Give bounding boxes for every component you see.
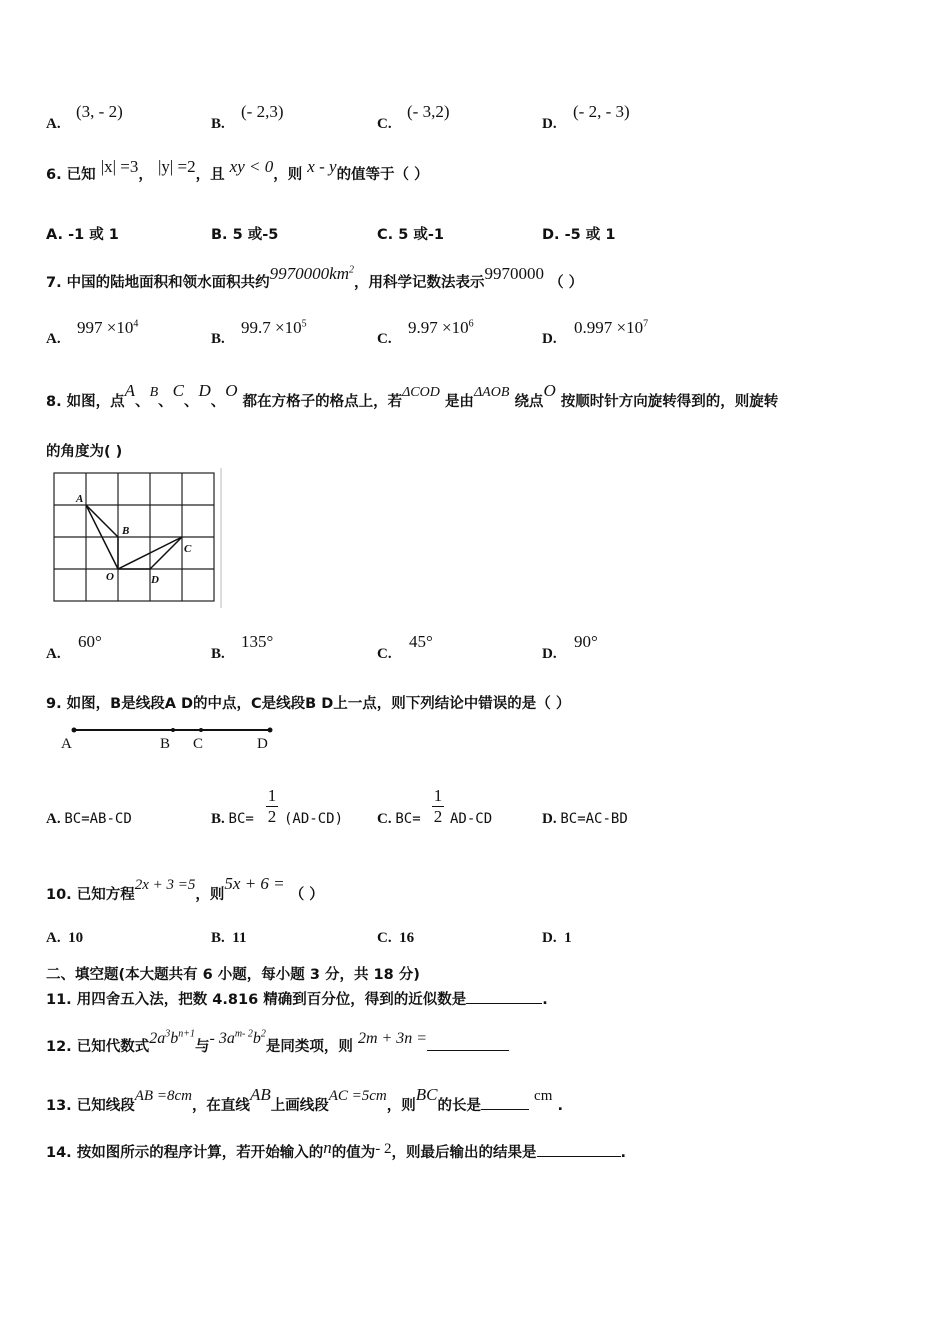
q13-answer-blank[interactable] xyxy=(481,1095,529,1110)
q6-option-c: C. 5 或-1 xyxy=(377,227,444,243)
q5-option-a-label: A. xyxy=(46,116,61,132)
q5-option-d-value: (- 2, - 3) xyxy=(573,102,630,121)
q8-fig-label-b: B xyxy=(122,525,130,537)
q7-prefix: 中国的陆地面积和领水面积共约 xyxy=(66,275,270,291)
q6-option-d: D. -5 或 1 xyxy=(542,227,616,243)
q7-suffix: （ ） xyxy=(549,275,584,291)
q14-answer-blank[interactable] xyxy=(537,1142,621,1157)
q9-option-c-fraction: 1 2 xyxy=(433,786,443,826)
question-14: 14. 按如图所示的程序计算，若开始输入的n的值为- 2，则最后输出的结果是 . xyxy=(46,1138,627,1161)
q7-option-c-label: C. xyxy=(377,331,392,347)
q7-mid: ，用科学记数法表示 xyxy=(354,275,485,291)
q10-option-c: C. 16 xyxy=(377,930,415,946)
q9-segment-figure xyxy=(56,720,286,754)
q6-number: 6. xyxy=(46,167,62,183)
q8-option-d-label: D. xyxy=(542,646,557,662)
q6-suffix: 的值等于（ ） xyxy=(336,167,429,183)
q8-option-b-label: B. xyxy=(211,646,225,662)
q8-fig-label-a: A xyxy=(76,493,84,505)
q6-xy: xy < 0 xyxy=(229,157,274,176)
q10-number: 10. xyxy=(46,887,72,903)
q8-point-d: D xyxy=(198,381,211,400)
q14-n: n xyxy=(323,1138,332,1157)
q8-fig-label-o: O xyxy=(106,571,114,583)
q8-number: 8. xyxy=(46,394,62,410)
question-9-stem xyxy=(46,692,570,713)
q7-option-a-label: A. xyxy=(46,331,61,347)
q13-ab-length: AB =8cm xyxy=(134,1088,192,1104)
q9-option-c: C. BC= xyxy=(377,811,421,827)
q5-option-c-value: (- 3,2) xyxy=(407,102,450,121)
q9-option-b-fraction: 1 2 xyxy=(267,786,277,826)
q9-option-b-suffix: (AD-CD) xyxy=(284,811,344,827)
q8-option-a-value: 60° xyxy=(78,632,102,651)
q7-option-d-label: D. xyxy=(542,331,557,347)
q7-option-a-value: $997 \times 10^4$ xyxy=(77,318,139,337)
q6-x-minus-y: x - y xyxy=(307,157,337,176)
q8-option-a-label: A. xyxy=(46,646,61,662)
q10-mid: ，则 xyxy=(195,887,225,903)
q5-option-c-label: C. xyxy=(377,116,392,132)
q7-option-c-value: $9.97 \times 10^6$ xyxy=(408,318,474,337)
q8-option-c-value: 45° xyxy=(409,632,433,651)
q8-text1: 如图，点 xyxy=(66,394,125,410)
q8-line2: 的角度为( ) xyxy=(46,444,123,460)
q6-option-a: A. -1 或 1 xyxy=(46,227,119,243)
q10-suffix: （ ） xyxy=(289,887,324,903)
question-11: 11. 用四舍五入法，把数 4.816 精确到百分位，得到的近似数是 . xyxy=(46,988,548,1009)
q9-option-d: D. BC=AC-BD xyxy=(542,811,628,827)
q7-option-b-label: B. xyxy=(211,331,225,347)
q10-option-a: A. 10 xyxy=(46,930,84,946)
q6-sep: ， xyxy=(138,167,153,183)
q8-fig-label-c: C xyxy=(184,543,192,555)
q10-option-d: D. 1 xyxy=(542,930,572,946)
q9-option-c-suffix: AD-CD xyxy=(450,811,493,827)
question-12: 12. 已知代数式$2a^3b^{n+1}$与- $3a^{m- 2}b^2$是同类项，则 2m + 3n = xyxy=(46,1035,509,1056)
q6-option-b: B. 5 或-5 xyxy=(211,227,279,243)
q7-number-value: 9970000 xyxy=(484,264,544,283)
q6-then: ，则 xyxy=(273,167,303,183)
q9-option-a: A. BC=AB-CD xyxy=(46,811,132,827)
q10-prefix: 已知方程 xyxy=(76,887,135,903)
q5-option-b-value: (- 2,3) xyxy=(241,102,284,121)
q9-label-a: A xyxy=(61,736,72,752)
q5-option-a-value: (3, - 2) xyxy=(76,102,123,121)
q8-option-b-value: 135° xyxy=(241,632,274,651)
q8-triangle-aob: ΔAOB xyxy=(473,385,510,400)
q11-answer-blank[interactable] xyxy=(466,989,542,1004)
q10-equation: 2x + 3 =5 xyxy=(134,877,196,893)
question-6-stem xyxy=(46,157,429,184)
q8-point-c: C xyxy=(172,381,184,400)
q14-input-value: - 2 xyxy=(375,1141,392,1157)
q12-term2: - $3a^{m- 2}b^2$ xyxy=(209,1028,266,1047)
q13-ac-length: AC =5cm xyxy=(328,1088,387,1104)
q13-line-ab: AB xyxy=(249,1085,271,1104)
q8-point-b: B xyxy=(149,385,159,400)
q6-mid: ，且 xyxy=(195,167,225,183)
q7-option-d-value: $0.997 \times 10^7$ xyxy=(574,318,649,337)
q8-text4: 绕点 xyxy=(514,394,544,410)
q6-abs-y: |y| =2 xyxy=(157,157,196,176)
question-7-stem xyxy=(46,264,584,292)
question-8-stem: 8. 如图，点A、B、C、D、O 都在方格子的格点上，若ΔCOD 是由ΔAOB 绕点O 按顺时针方向旋转得到的，则旋转 xyxy=(46,381,779,410)
q7-option-b-value: $99.7 \times 10^5$ xyxy=(241,318,307,337)
q8-point-a: A xyxy=(124,381,136,400)
q8-grid-figure xyxy=(46,468,226,608)
section-2-title: 二、填空题(本大题共有 6 小题，每小题 3 分，共 18 分) xyxy=(46,967,420,983)
q9-label-b: B xyxy=(160,736,171,752)
q8-point-o: O xyxy=(225,381,238,400)
q9-label-d: D xyxy=(257,736,268,752)
q8-text2: 都在方格子的格点上，若 xyxy=(242,394,403,410)
q6-abs-x: |x| =3 xyxy=(100,157,139,176)
q7-number: 7. xyxy=(46,275,62,291)
q9-option-b: B. BC= xyxy=(211,811,254,827)
q10-option-b: B. 11 xyxy=(211,930,247,946)
q9-label-c: C xyxy=(193,736,204,752)
q9-number: 9. xyxy=(46,696,62,712)
q5-option-b-label: B. xyxy=(211,116,225,132)
q8-option-d-value: 90° xyxy=(574,632,598,651)
q5-option-d-label: D. xyxy=(542,116,557,132)
question-10-stem xyxy=(46,874,324,904)
q8-text5: 按顺时针方向旋转得到的，则旋转 xyxy=(560,394,779,410)
q8-triangle-cod: ΔCOD xyxy=(402,385,440,400)
q6-prefix: 已知 xyxy=(66,167,96,183)
q7-area: $9970000km^2$ xyxy=(269,264,354,283)
q13-bc: BC xyxy=(415,1085,438,1104)
q9-text: 如图，B是线段A D的中点，C是线段B D上一点，则下列结论中错误的是（ ） xyxy=(66,696,571,712)
q12-term1: $2a^3b^{n+1}$ xyxy=(149,1028,195,1047)
q8-text3: 是由 xyxy=(444,394,474,410)
q12-expression: 2m + 3n = xyxy=(357,1030,428,1047)
q12-answer-blank[interactable] xyxy=(427,1036,509,1051)
q10-expression: 5x + 6 = xyxy=(224,874,285,893)
q13-unit: cm xyxy=(534,1088,553,1104)
q8-fig-label-d: D xyxy=(151,574,159,586)
question-13: 13. 已知线段AB =8cm，在直线AB上画线段AC =5cm，则BC的长是 cm . xyxy=(46,1085,563,1114)
q8-center-o: O xyxy=(543,381,556,400)
q8-option-c-label: C. xyxy=(377,646,392,662)
